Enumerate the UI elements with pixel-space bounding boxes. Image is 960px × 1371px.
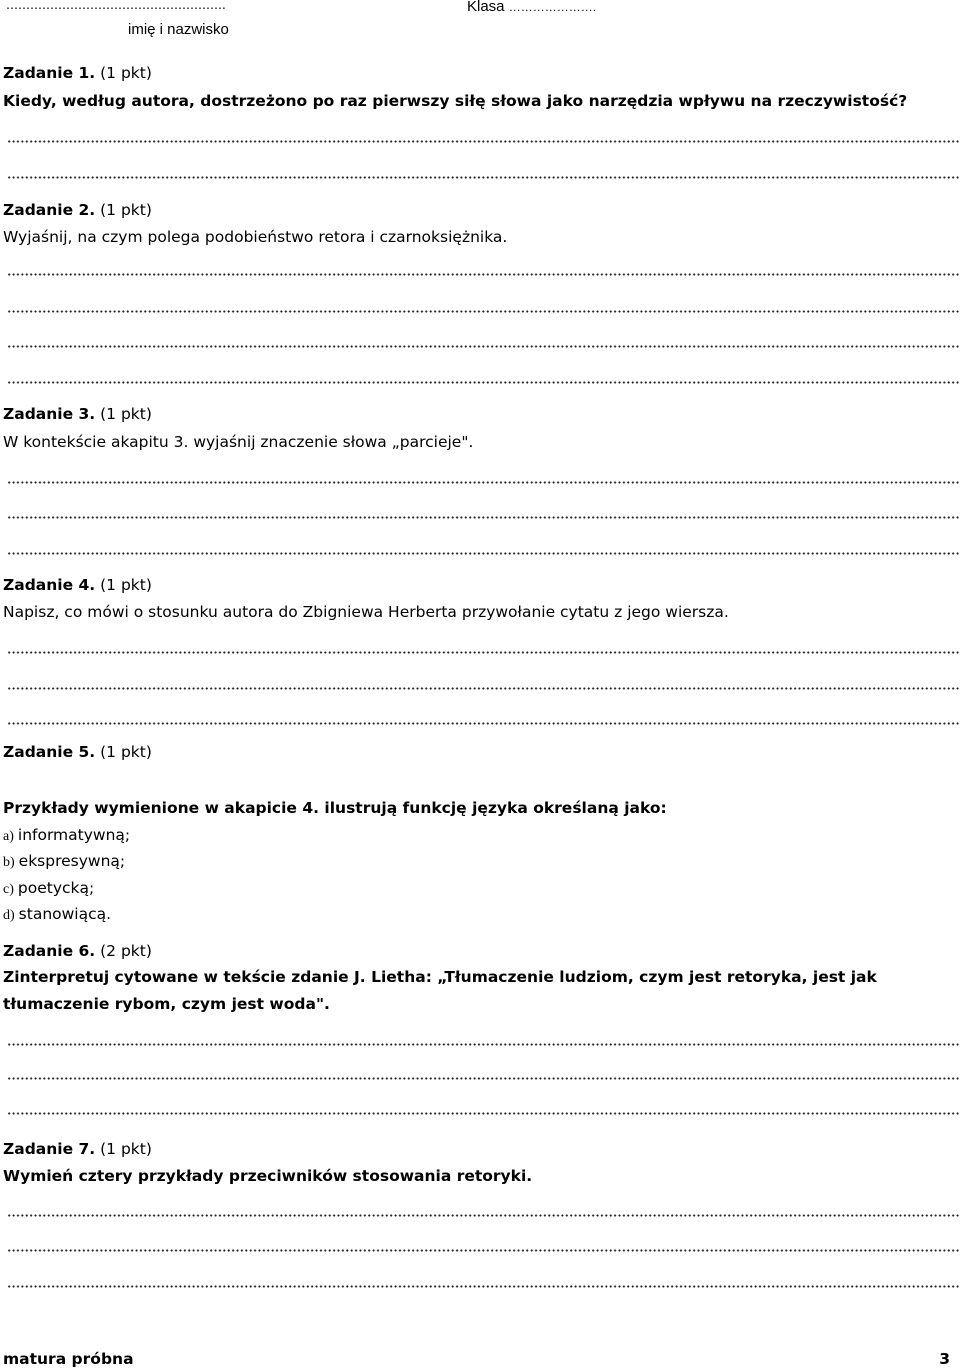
task-4-label: Zadanie 4. <box>3 576 96 594</box>
answer-line[interactable] <box>7 1214 960 1217</box>
option-text: ekspresywną; <box>18 852 126 870</box>
option-letter: b) <box>3 855 15 870</box>
task-1-points: (1 pkt) <box>100 64 152 82</box>
answer-line[interactable] <box>7 273 960 276</box>
task-6-title <box>3 942 152 960</box>
task-6-points: (2 pkt) <box>100 942 152 960</box>
page-number: 3 <box>939 1350 950 1368</box>
task-1-title <box>3 64 152 82</box>
task-3-label: Zadanie 3. <box>3 405 96 423</box>
answer-line[interactable] <box>7 381 960 384</box>
task-7-title <box>3 1140 152 1158</box>
answer-line[interactable] <box>7 1249 960 1252</box>
task-3-question: W kontekście akapitu 3. wyjaśnij znaczenie słowa „parcieje". <box>3 433 474 451</box>
name-label: imię i nazwisko <box>128 21 229 38</box>
name-answer-line: ………………………………………………. <box>6 0 226 12</box>
task-4-points: (1 pkt) <box>100 576 152 594</box>
task-4-title <box>3 576 152 594</box>
task-1-question: Kiedy, według autora, dostrzeżono po raz pierwszy siłę słowa jako narzędzia wpływu na rzeczywistość? <box>3 92 908 110</box>
footer-label: matura próbna <box>3 1350 134 1368</box>
option-letter: d) <box>3 908 15 923</box>
answer-line[interactable] <box>7 1285 960 1288</box>
option-text: stanowiącą. <box>18 905 112 923</box>
option-a[interactable] <box>3 826 130 845</box>
task-3-points: (1 pkt) <box>100 405 152 423</box>
answer-line[interactable] <box>7 1077 960 1080</box>
task-7-question: Wymień cztery przykłady przeciwników stosowania retoryki. <box>3 1167 533 1185</box>
task-5-label: Zadanie 5. <box>3 743 96 761</box>
option-b[interactable] <box>3 852 125 871</box>
option-text: poetycką; <box>17 879 95 897</box>
task-5-question: Przykłady wymienione w akapicie 4. ilustrują funkcję języka określaną jako: <box>3 799 667 817</box>
class-answer-line: …………………. <box>508 0 597 14</box>
answer-line[interactable] <box>7 310 960 313</box>
task-2-label: Zadanie 2. <box>3 201 96 219</box>
answer-line[interactable] <box>7 552 960 555</box>
task-5-points: (1 pkt) <box>100 743 152 761</box>
answer-line[interactable] <box>7 687 960 690</box>
answer-line[interactable] <box>7 140 960 143</box>
answer-line[interactable] <box>7 651 960 654</box>
answer-line[interactable] <box>7 1112 960 1115</box>
class-label: Klasa <box>467 0 505 15</box>
task-7-points: (1 pkt) <box>100 1140 152 1158</box>
answer-line[interactable] <box>7 176 960 179</box>
task-1-label: Zadanie 1. <box>3 64 96 82</box>
task-6-label: Zadanie 6. <box>3 942 96 960</box>
option-d[interactable] <box>3 905 111 924</box>
task-2-title <box>3 201 152 219</box>
task-4-question: Napisz, co mówi o stosunku autora do Zbigniewa Herberta przywołanie cytatu z jego wiersza. <box>3 603 729 621</box>
task-6-question: Zinterpretuj cytowane w tekście zdanie J. Lietha: „Tłumaczenie ludziom, czym jest retoryka, jest jak tłumaczenie rybom, czym jest woda". <box>3 968 877 1013</box>
answer-line[interactable] <box>7 516 960 519</box>
answer-line[interactable] <box>7 345 960 348</box>
answer-line[interactable] <box>7 722 960 725</box>
task-2-question: Wyjaśnij, na czym polega podobieństwo retora i czarnoksiężnika. <box>3 228 508 246</box>
option-c[interactable] <box>3 879 94 898</box>
task-7-label: Zadanie 7. <box>3 1140 96 1158</box>
answer-line[interactable] <box>7 1043 960 1046</box>
task-5-title <box>3 743 152 761</box>
task-2-points: (1 pkt) <box>100 201 152 219</box>
task-3-title <box>3 405 152 423</box>
option-letter: a) <box>3 829 14 844</box>
class-field <box>467 0 596 15</box>
option-text: informatywną; <box>17 826 131 844</box>
answer-line[interactable] <box>7 481 960 484</box>
option-letter: c) <box>3 882 14 897</box>
